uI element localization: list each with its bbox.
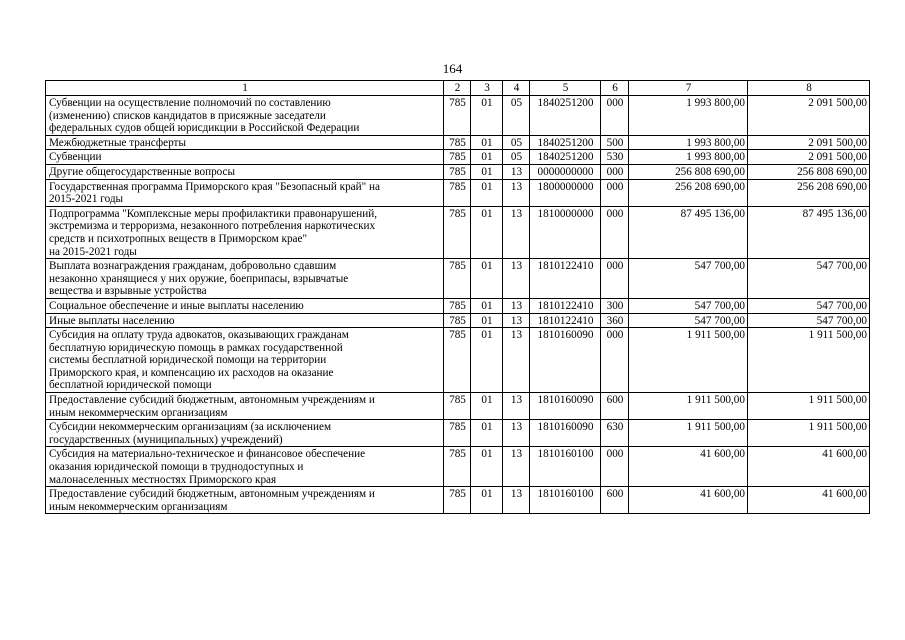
amount-cell: 2 091 500,00 (748, 135, 870, 150)
code-cell: 785 (444, 313, 471, 328)
table-row (46, 179, 870, 206)
table-row (46, 298, 870, 313)
code-cell: 13 (503, 259, 530, 299)
row-name-line: Предоставление субсидий бюджетным, автономным учреждениям и (49, 488, 375, 501)
code-cell: 1810160090 (530, 420, 601, 447)
column-header: 2 (444, 81, 471, 96)
amount-cell: 2 091 500,00 (748, 96, 870, 136)
amount-cell: 41 600,00 (629, 447, 748, 487)
column-header: 6 (601, 81, 629, 96)
amount-cell: 1 993 800,00 (629, 150, 748, 165)
code-cell: 1810122410 (530, 298, 601, 313)
row-name-line: системы бесплатной юридической помощи на территории (49, 354, 327, 367)
amount-cell: 547 700,00 (748, 259, 870, 299)
code-cell: 785 (444, 393, 471, 420)
column-header: 7 (629, 81, 748, 96)
amount-cell: 547 700,00 (629, 259, 748, 299)
code-cell: 000 (601, 96, 629, 136)
amount-cell: 547 700,00 (629, 298, 748, 313)
row-name-line: Иные выплаты населению (49, 314, 175, 327)
amount-cell: 87 495 136,00 (748, 206, 870, 258)
amount-cell: 547 700,00 (629, 313, 748, 328)
row-name (46, 259, 444, 299)
code-cell: 13 (503, 420, 530, 447)
code-cell: 13 (503, 328, 530, 393)
table-row (46, 206, 870, 258)
table-row (46, 135, 870, 150)
code-cell: 01 (471, 164, 503, 179)
code-cell: 000 (601, 328, 629, 393)
table-row (46, 420, 870, 447)
row-name-line: вещества и взрывные устройства (49, 285, 207, 298)
amount-cell: 41 600,00 (629, 487, 748, 514)
code-cell: 785 (444, 328, 471, 393)
code-cell: 05 (503, 150, 530, 165)
code-cell: 01 (471, 150, 503, 165)
amount-cell: 1 911 500,00 (629, 328, 748, 393)
row-name-line: бесплатной юридической помощи (49, 379, 212, 392)
code-cell: 05 (503, 96, 530, 136)
code-cell: 13 (503, 313, 530, 328)
row-name-line: иным некоммерческим организациям (49, 500, 228, 513)
row-name (46, 164, 444, 179)
row-name-line: на 2015-2021 годы (49, 245, 137, 258)
code-cell: 13 (503, 164, 530, 179)
code-cell: 13 (503, 447, 530, 487)
row-name-line: экстремизма и терроризма, незаконного потребления наркотических (49, 220, 376, 233)
code-cell: 1810122410 (530, 259, 601, 299)
row-name-line: государственных (муниципальных) учреждений) (49, 433, 283, 446)
code-cell: 000 (601, 447, 629, 487)
row-name (46, 150, 444, 165)
row-name (46, 328, 444, 393)
row-name-line: 2015-2021 годы (49, 193, 124, 206)
code-cell: 500 (601, 135, 629, 150)
row-name-line: Выплата вознаграждения гражданам, добровольно сдавшим (49, 260, 337, 273)
code-cell: 13 (503, 179, 530, 206)
row-name-line: Субсидия на материально-техническое и финансовое обеспечение (49, 448, 366, 461)
column-header: 4 (503, 81, 530, 96)
row-name-line: бесплатную юридическую помощь в рамках государственной (49, 341, 343, 354)
amount-cell: 256 208 690,00 (629, 179, 748, 206)
column-header: 1 (46, 81, 444, 96)
code-cell: 01 (471, 259, 503, 299)
row-name-line: Приморского края, и компенсацию их расходов на оказание (49, 366, 334, 379)
amount-cell: 1 993 800,00 (629, 96, 748, 136)
table-row (46, 150, 870, 165)
code-cell: 1810122410 (530, 313, 601, 328)
amount-cell: 256 808 690,00 (748, 164, 870, 179)
row-name-line: Субсидии некоммерческим организациям (за исключением (49, 421, 332, 434)
code-cell: 000 (601, 206, 629, 258)
code-cell: 1810000000 (530, 206, 601, 258)
row-name-line: Государственная программа Приморского края "Безопасный край" на (49, 180, 380, 193)
code-cell: 13 (503, 393, 530, 420)
code-cell: 600 (601, 393, 629, 420)
row-name (46, 393, 444, 420)
code-cell: 785 (444, 259, 471, 299)
code-cell: 785 (444, 298, 471, 313)
amount-cell: 1 911 500,00 (748, 393, 870, 420)
row-name-line: иным некоммерческим организациям (49, 406, 228, 419)
table-row (46, 96, 870, 136)
code-cell: 01 (471, 206, 503, 258)
code-cell: 01 (471, 420, 503, 447)
row-name-line: Подпрограмма "Комплексные меры профилактики правонарушений, (49, 207, 378, 220)
amount-cell: 1 911 500,00 (748, 328, 870, 393)
header-row (46, 81, 870, 96)
code-cell: 530 (601, 150, 629, 165)
code-cell: 13 (503, 206, 530, 258)
code-cell: 1810160090 (530, 328, 601, 393)
row-name (46, 487, 444, 514)
column-header: 3 (471, 81, 503, 96)
amount-cell: 41 600,00 (748, 447, 870, 487)
row-name-line: Субвенции (49, 151, 102, 164)
code-cell: 01 (471, 447, 503, 487)
amount-cell: 547 700,00 (748, 298, 870, 313)
table-row (46, 313, 870, 328)
code-cell: 785 (444, 487, 471, 514)
row-name-line: Субвенции на осуществление полномочий по составлению (49, 97, 331, 109)
code-cell: 01 (471, 96, 503, 136)
code-cell: 01 (471, 179, 503, 206)
table-body (46, 96, 870, 514)
amount-cell: 2 091 500,00 (748, 150, 870, 165)
code-cell: 1800000000 (530, 179, 601, 206)
table-row (46, 259, 870, 299)
row-name (46, 313, 444, 328)
amount-cell: 1 993 800,00 (629, 135, 748, 150)
amount-cell: 256 808 690,00 (629, 164, 748, 179)
code-cell: 1840251200 (530, 96, 601, 136)
code-cell: 360 (601, 313, 629, 328)
table-row (46, 393, 870, 420)
row-name-line: (изменению) списков кандидатов в присяжные заседатели (49, 109, 326, 122)
code-cell: 785 (444, 420, 471, 447)
code-cell: 785 (444, 179, 471, 206)
table-row (46, 328, 870, 393)
row-name-line: оказания юридической помощи в труднодоступных и (49, 461, 304, 474)
code-cell: 000 (601, 259, 629, 299)
code-cell: 1810160100 (530, 447, 601, 487)
amount-cell: 87 495 136,00 (629, 206, 748, 258)
code-cell: 1840251200 (530, 150, 601, 165)
code-cell: 785 (444, 206, 471, 258)
code-cell: 01 (471, 393, 503, 420)
table-row (46, 164, 870, 179)
table-row (46, 487, 870, 514)
code-cell: 000 (601, 179, 629, 206)
amount-cell: 1 911 500,00 (629, 420, 748, 447)
code-cell: 300 (601, 298, 629, 313)
code-cell: 600 (601, 487, 629, 514)
row-name (46, 135, 444, 150)
row-name-line: Социальное обеспечение и иные выплаты населению (49, 299, 304, 312)
amount-cell: 1 911 500,00 (629, 393, 748, 420)
code-cell: 785 (444, 164, 471, 179)
amount-cell: 1 911 500,00 (748, 420, 870, 447)
code-cell: 01 (471, 135, 503, 150)
row-name (46, 96, 444, 136)
table-row (46, 447, 870, 487)
code-cell: 785 (444, 96, 471, 136)
amount-cell: 41 600,00 (748, 487, 870, 514)
code-cell: 1810160090 (530, 393, 601, 420)
code-cell: 000 (601, 164, 629, 179)
row-name (46, 179, 444, 206)
code-cell: 785 (444, 447, 471, 487)
amount-cell: 547 700,00 (748, 313, 870, 328)
code-cell: 13 (503, 298, 530, 313)
code-cell: 05 (503, 135, 530, 150)
row-name (46, 420, 444, 447)
row-name-line: Предоставление субсидий бюджетным, автономным учреждениям и (49, 394, 375, 407)
code-cell: 1810160100 (530, 487, 601, 514)
amount-cell: 256 208 690,00 (748, 179, 870, 206)
code-cell: 01 (471, 313, 503, 328)
row-name-line: Межбюджетные трансферты (49, 136, 186, 149)
column-header: 8 (748, 81, 870, 96)
row-name-line: федеральных судов общей юрисдикции в Российской Федерации (49, 122, 360, 135)
row-name-line: Другие общегосударственные вопросы (49, 165, 236, 178)
code-cell: 1840251200 (530, 135, 601, 150)
row-name-line: средств и психотропных веществ в Приморском крае" (49, 232, 308, 245)
budget-table (45, 80, 870, 514)
row-name-line: малонаселенных местностях Приморского края (49, 473, 277, 486)
row-name-line: Субсидия на оплату труда адвокатов, оказывающих гражданам (49, 329, 349, 342)
row-name-line: незаконно хранящиеся у них оружие, боеприпасы, взрывчатые (49, 272, 349, 285)
code-cell: 0000000000 (530, 164, 601, 179)
code-cell: 630 (601, 420, 629, 447)
row-name (46, 298, 444, 313)
row-name (46, 206, 444, 258)
code-cell: 01 (471, 487, 503, 514)
code-cell: 785 (444, 150, 471, 165)
code-cell: 785 (444, 135, 471, 150)
code-cell: 01 (471, 298, 503, 313)
code-cell: 13 (503, 487, 530, 514)
row-name (46, 447, 444, 487)
column-header: 5 (530, 81, 601, 96)
code-cell: 01 (471, 328, 503, 393)
page-number: 164 (442, 61, 463, 76)
